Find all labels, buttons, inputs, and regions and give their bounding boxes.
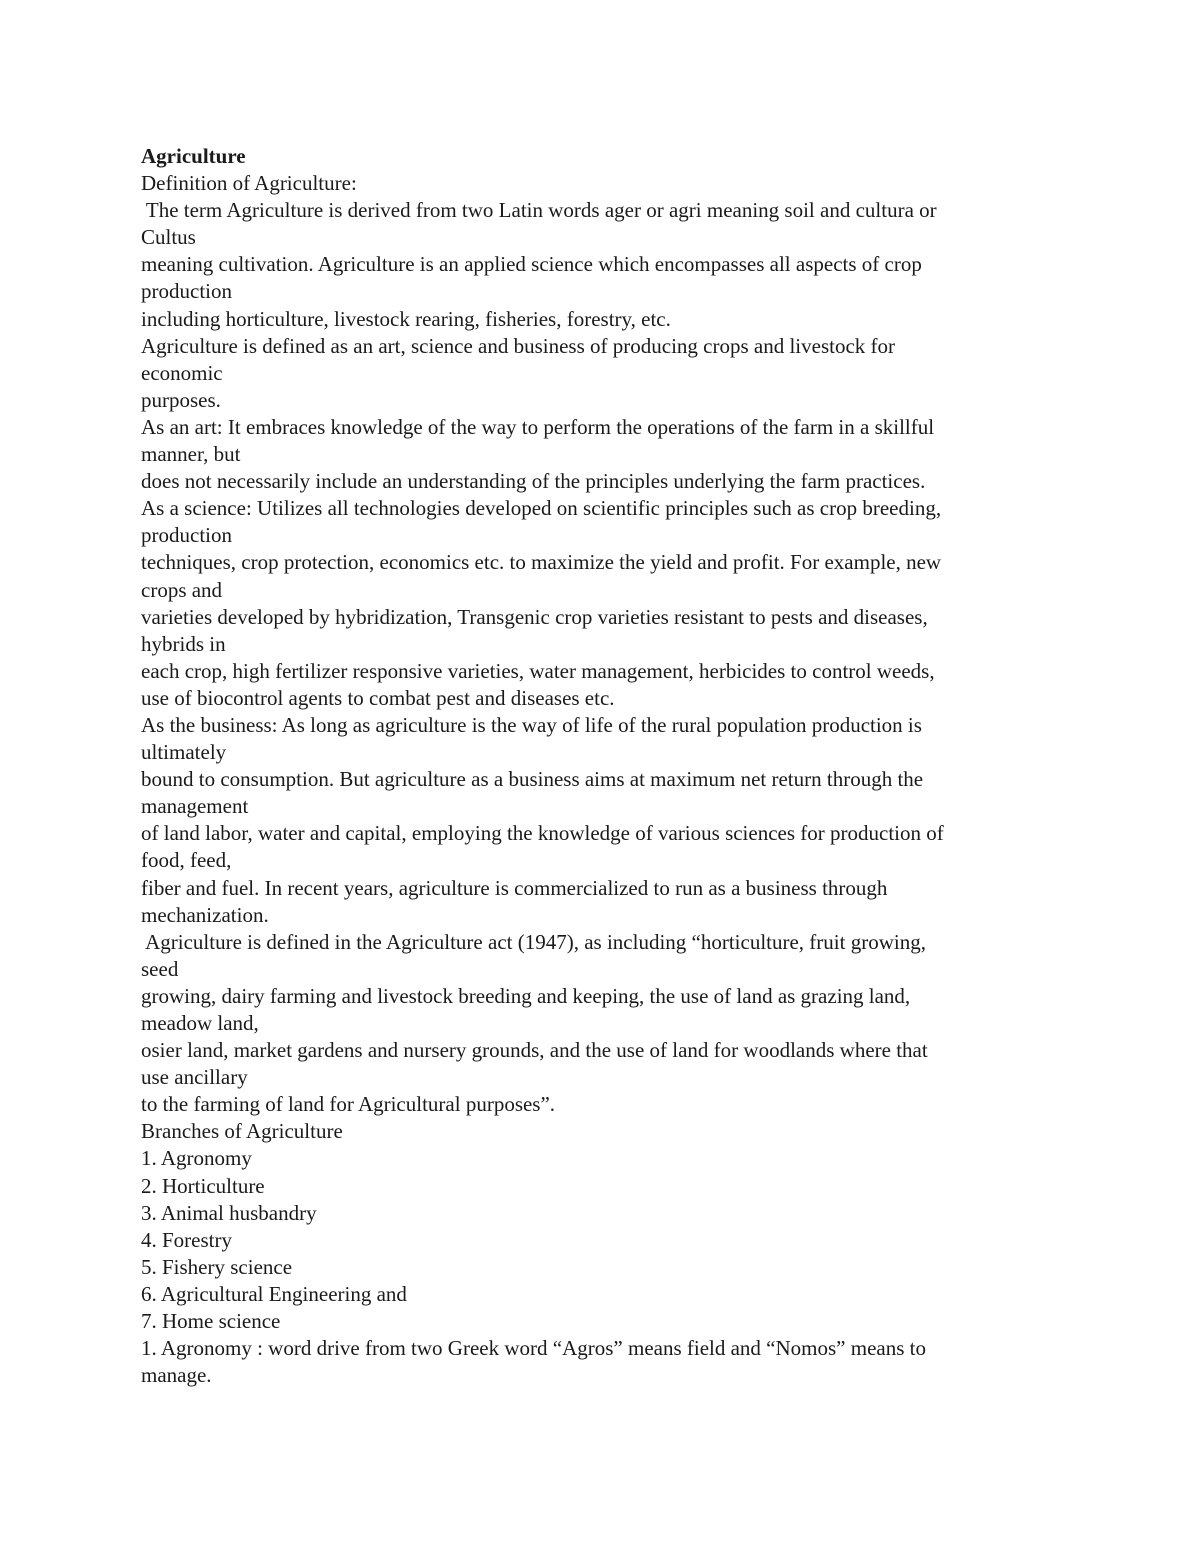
text-line: hybrids in <box>141 631 226 656</box>
text-line: ultimately <box>141 740 227 765</box>
text-line: 3. Animal husbandry <box>141 1200 317 1225</box>
text-line: As an art: It embraces knowledge of the way to perform the operations of the farm in a skillful <box>141 414 935 439</box>
text-line: 1. Agronomy <box>141 1146 252 1171</box>
text-line: 6. Agricultural Engineering and <box>141 1281 407 1306</box>
text-line: manner, but <box>141 442 241 467</box>
text-line: Cultus <box>141 225 196 250</box>
text-line: mechanization. <box>141 902 269 927</box>
text-line: techniques, crop protection, economics etc. to maximize the yield and profit. For example, new <box>141 550 942 575</box>
text-line: bound to consumption. But agriculture as a business aims at maximum net return through the <box>141 767 924 792</box>
text-line: each crop, high fertilizer responsive varieties, water management, herbicides to control weeds, <box>141 658 935 683</box>
text-line: Branches of Agriculture <box>141 1119 343 1144</box>
text-line: of land labor, water and capital, employing the knowledge of various sciences for production of <box>141 821 944 846</box>
text-line: osier land, market gardens and nursery grounds, and the use of land for woodlands where that <box>141 1038 928 1063</box>
text-line: 1. Agronomy : word drive from two Greek word “Agros” means field and “Nomos” means to <box>141 1336 926 1361</box>
text-line: growing, dairy farming and livestock breeding and keeping, the use of land as grazing land, <box>141 983 911 1008</box>
text-line: including horticulture, livestock rearing, fisheries, forestry, etc. <box>141 306 671 331</box>
text-line: purposes. <box>141 387 221 412</box>
text-line: 7. Home science <box>141 1309 281 1334</box>
text-line: manage. <box>141 1363 212 1388</box>
document-body <box>141 143 1061 1389</box>
text-line: meadow land, <box>141 1011 259 1035</box>
text-line: economic <box>141 360 223 385</box>
text-line: 2. Horticulture <box>141 1173 265 1198</box>
text-line: Agriculture is defined as an art, science and business of producing crops and livestock for <box>141 333 896 358</box>
text-line: As a science: Utilizes all technologies developed on scientific principles such as crop breeding, <box>141 496 942 521</box>
text-line: varieties developed by hybridization, Transgenic crop varieties resistant to pests and diseases, <box>141 604 928 629</box>
text-line: management <box>141 794 249 819</box>
text-line: Definition of Agriculture: <box>141 171 357 196</box>
text-line: use ancillary <box>141 1065 248 1090</box>
text-line: to the farming of land for Agricultural purposes”. <box>141 1092 556 1117</box>
text-line: seed <box>141 956 179 981</box>
text-line: fiber and fuel. In recent years, agriculture is commercialized to run as a business through <box>141 875 888 900</box>
text-line: use of biocontrol agents to combat pest and diseases etc. <box>141 685 615 710</box>
text-line: 4. Forestry <box>141 1227 232 1252</box>
text-line: does not necessarily include an understanding of the principles underlying the farm practices. <box>141 469 926 494</box>
text-line: production <box>141 279 232 304</box>
text-line: food, feed, <box>141 848 232 873</box>
text-line: crops and <box>141 577 223 602</box>
text-line: As the business: As long as agriculture is the way of life of the rural population production is <box>141 712 922 737</box>
text-line: production <box>141 523 232 548</box>
text-line: meaning cultivation. Agriculture is an applied science which encompasses all aspects of crop <box>141 252 922 277</box>
text-line: Agriculture is defined in the Agriculture act (1947), as including “horticulture, fruit growing, <box>141 929 926 954</box>
text-line: 5. Fishery science <box>141 1254 293 1279</box>
text-line: The term Agriculture is derived from two Latin words ager or agri meaning soil and cultura or <box>141 198 937 223</box>
document-title: Agriculture <box>141 144 246 168</box>
